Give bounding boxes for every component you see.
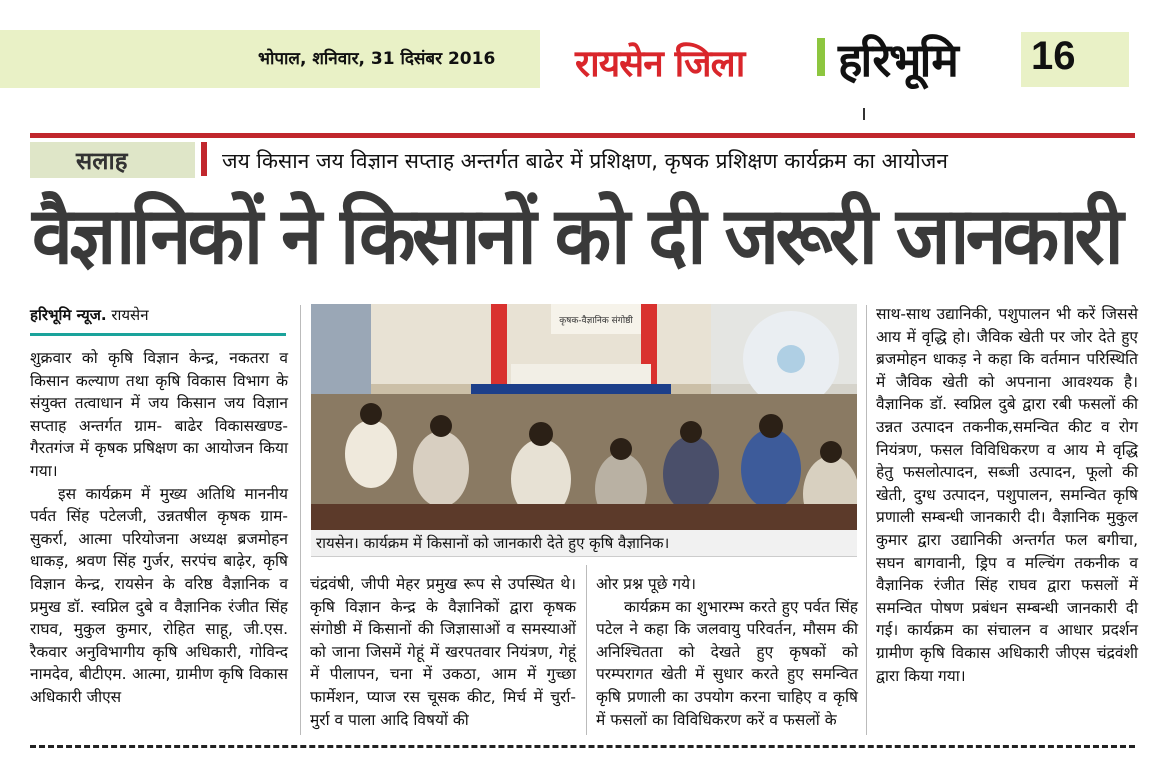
article-column-3	[596, 573, 858, 731]
news-photo	[311, 304, 857, 530]
kicker: सलाह	[76, 147, 128, 175]
photo-caption: रायसेन। कार्यक्रम में किसानों को जानकारी देते हुए कृषि वैज्ञानिक।	[316, 534, 670, 552]
headline: वैज्ञानिकों ने किसानों को दी जरूरी जानकारी	[32, 190, 1120, 282]
section-title: रायसेन जिला	[575, 42, 745, 85]
column-divider	[586, 565, 587, 735]
paragraph: इस कार्यक्रम में मुख्य अतिथि माननीय पर्वत सिंह पटेलजी, उन्नतषील कृषक ग्राम- सुकर्रा, आत्मा परियोजना अध्यक्ष ब्रजमोहन धाकड़, श्रवण सिंह गुर्जर, सरपंच बाढ़ेर, कृषि विज्ञान केन्द्र, रायसेन के वरिष्ठ वैज्ञानिक व प्रमुख डॉ. स्वप्निल दुबे व वैज्ञानिक रंजीत सिंह राघव, मुकुल कुमार, रोहित साहू, जी.एस. रैकवार अनुविभागीय कृषि अधिकारी, गोविन्द नामदेव, बीटीएम. आत्मा, ग्रामीण कृषि विकास अधिकारी जीएस	[30, 484, 288, 706]
page-number: 16	[1031, 34, 1076, 78]
paragraph: शुक्रवार को कृषि विज्ञान केन्द्र, नकतरा व किसान कल्याण तथा कृषि विकास विभाग के संयुक्त तत्वाधान में जय किसान जय विज्ञान सप्ताह अन्तर्गत ग्राम- बाढेर विकासखण्ड- गैरतगंज में कृषक प्रषिक्षण का आयोजन किया गया।	[30, 349, 288, 480]
top-rule	[30, 133, 1135, 138]
paragraph: कार्यक्रम का शुभारम्भ करते हुए पर्वत सिंह पटेल ने कहा कि जलवायु परिवर्तन, मौसम की अनिश्चितता को देखते हुए कृषकों को परम्परागत खेती में सुधार करते हुए समन्वित कृषि प्रणाली का उपयोग करना चाहिए व कृषि में फसलों का विविधिकरण करें व फसलों के	[596, 597, 858, 729]
paragraph: चंद्रवंषी, जीपी मेहर प्रमुख रूप से उपस्थित थे। कृषि विज्ञान केन्द्र के वैज्ञानिकों द्वारा कृषक संगोष्ठी में किसानों की जिज्ञासाओं व समस्याओं को जाना जिसमें गेहूं में खरपतवार नियंत्रण, गेहूं में पीलापन, चना में उकठा, आम में गुच्छा फार्मेशन, प्याज रस चूसक कीट, मिर्च में चुर्रा-मुर्रा व पाला आदि विषयों की	[310, 575, 576, 729]
paragraph: साथ-साथ उद्यानिकी, पशुपालन भी करें जिससे आय में वृद्धि हो। जैविक खेती पर जोर देते हुए ब्रजमोहन धाकड़ ने कहा कि वर्तमान परिस्थिति में जैविक खेती को अपनाना आवश्यक है। वैज्ञानिक डॉ. स्वप्निल दुबे द्वारा रबी फसलों की उन्नत उत्पादन तकनीक,समन्वित कीट व रोग नियंत्रण, फसल विविधिकरण व आय मे वृद्धि हेतु फसलोत्पादन, सब्जी उत्पादन, फूलो की खेती, दुग्ध उत्पादन, पशुपालन, समन्वित कृषि प्रणाली सम्बन्धी जानकारी दी। वैज्ञानिक मुकुल कुमार द्वारा उद्यानिकी अन्तर्गत फल बगीचा, सघन बागवानी, ड्रिप व मल्चिंग तकनीक व वैज्ञानिक रंजीत सिंह राघव द्वारा फसलों में समन्वित पोषण प्रबंधन सम्बन्धी जानकारी दी गई। कार्यक्रम का संचालन व आधार प्रदर्शन ग्रामीण कृषि विकास अधिकारी जीएस चंद्रवंशी द्वारा किया गया।	[876, 305, 1138, 685]
column-divider	[300, 305, 301, 735]
byline-location: रायसेन	[106, 306, 149, 324]
fold-mark	[863, 108, 865, 120]
bottom-dashed-rule	[30, 745, 1135, 748]
byline-source: हरिभूमि न्यूज.	[30, 306, 107, 324]
brand-logo: हरिभूमि	[838, 33, 957, 87]
article-column-2	[310, 573, 576, 731]
dateline: भोपाल, शनिवार, 31 दिसंबर 2016	[258, 49, 496, 69]
article-column-4	[876, 303, 1138, 687]
subheadline: जय किसान जय विज्ञान सप्ताह अन्तर्गत बाढेर में प्रशिक्षण, कृषक प्रशिक्षण कार्यक्रम का आयोजन	[222, 149, 948, 173]
masthead-separator	[817, 38, 825, 76]
photo-banner-text: कृषक-वैज्ञानिक संगोष्ठी	[559, 316, 633, 326]
byline	[30, 305, 149, 325]
kicker-divider	[201, 142, 207, 176]
article-column-1	[30, 347, 288, 709]
byline-rule	[30, 333, 286, 336]
photo-illustration	[311, 304, 857, 530]
column-divider	[866, 305, 867, 735]
paragraph: ओर प्रश्न पूछे गये।	[596, 575, 697, 593]
